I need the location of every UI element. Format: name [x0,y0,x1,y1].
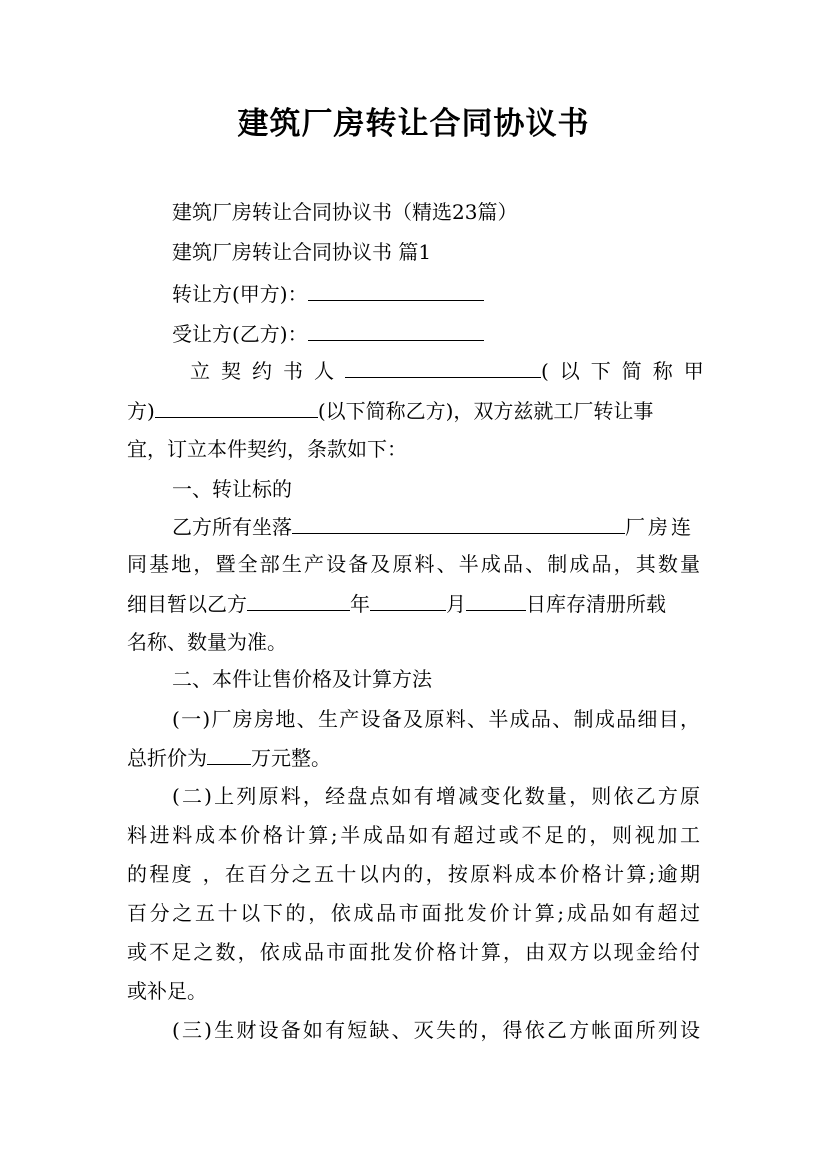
body-line: 百分之五十以下的，依成品市面批发价计算;成品如有超过 [127,901,700,925]
body-line: 方) (以下简称乙方)，双方兹就工厂转让事 [127,399,654,423]
party-a-abbrev-text: (以下简称甲 [541,359,715,383]
clause-heading-2: 二、本件让售价格及计算方法 [172,667,432,691]
body-line: (三)生财设备如有短缺、灭失的，得依乙方帐面所列设 [172,1018,700,1042]
body-line: 细目暂以乙方 年 月 日库存清册所载 [127,592,666,616]
subtitle-line: 建筑厂房转让合同协议书（精选23篇） [172,200,518,224]
body-line: (一)厂房房地、生产设备及原料、半成品、制成品细目， [172,707,700,731]
body-line: 或不足之数，依成品市面批发价格计算，由双方以现金给付 [127,940,700,964]
body-line: 总折价为 万元整。 [127,746,331,770]
transferee-blank [308,321,484,341]
body-line: 或补足。 [127,979,207,1003]
contract-signer-label: 立契约书人 [190,359,345,383]
transferor-blank [308,281,484,301]
section-heading: 建筑厂房转让合同协议书 篇1 [172,240,432,264]
clause-heading-1: 一、转让标的 [172,477,292,501]
year-blank [247,591,350,611]
document-title: 建筑厂房转让合同协议书 [237,106,590,142]
signer-blank [345,358,541,378]
party-b-blank [155,398,318,418]
contract-signer-line [190,358,715,383]
body-line: 名称、数量为准。 [127,630,287,654]
transferor-line [172,281,484,306]
transferee-label: 受让方(乙方)： [172,322,308,346]
price-blank [207,745,251,765]
body-line: 同基地，暨全部生产设备及原料、半成品、制成品，其数量 [127,552,700,576]
body-line: 宜，订立本件契约，条款如下： [127,437,407,461]
body-line: 乙方所有坐落 厂房连 [172,515,694,539]
day-blank [466,591,526,611]
body-line: (二)上列原料，经盘点如有增减变化数量，则依乙方原 [172,784,700,808]
location-blank [292,514,625,534]
transferee-line [172,321,484,346]
body-line: 的程度 ，在百分之五十以内的，按原料成本价格计算;逾期 [127,862,700,886]
body-line: 料进料成本价格计算;半成品如有超过或不足的，则视加工 [127,823,700,847]
month-blank [370,591,446,611]
transferor-label: 转让方(甲方)： [172,282,308,306]
